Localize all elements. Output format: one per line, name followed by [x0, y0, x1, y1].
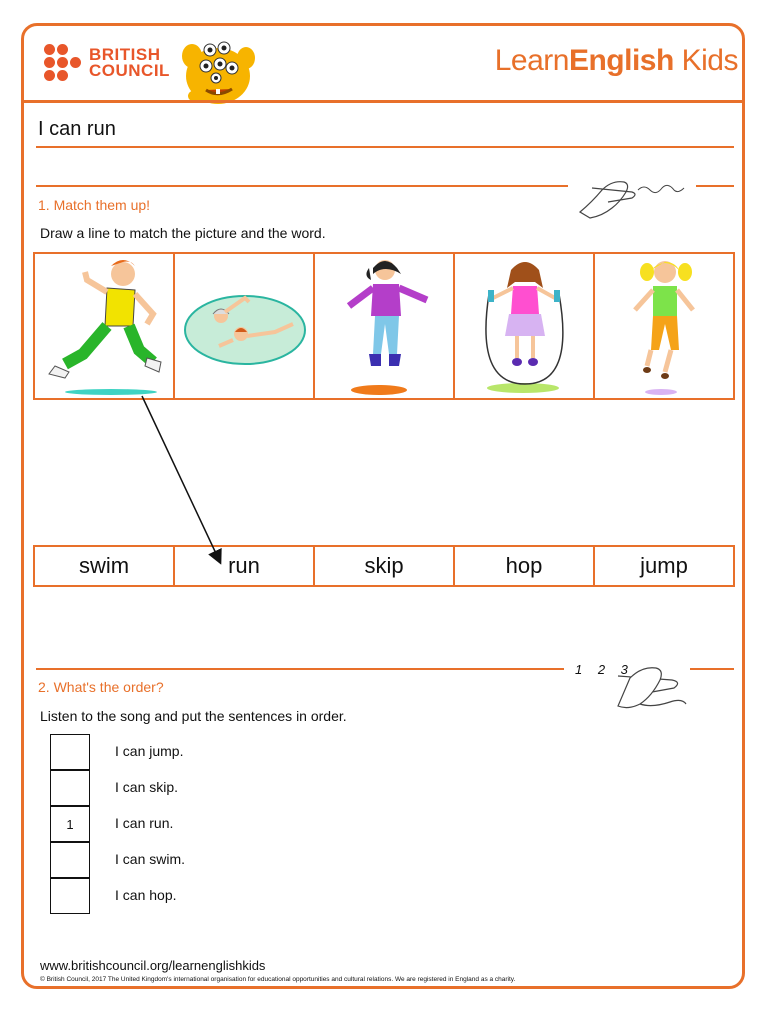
word-cell-swim[interactable]: swim	[35, 547, 175, 585]
logo-dots-icon	[44, 44, 81, 81]
footer-copyright: © British Council, 2017 The United Kingdom's international organisation for educational opportunities and cultural relations. We are registered in England as a charity.	[40, 976, 516, 983]
word-cell-skip[interactable]: skip	[315, 547, 455, 585]
section2-rule-right	[690, 668, 734, 670]
section1-rule-right	[696, 185, 734, 187]
order-sentence: I can skip.	[115, 779, 179, 795]
order-sentence: I can run.	[115, 815, 174, 831]
section1-rule-left	[36, 185, 568, 187]
site-name-bold: English	[568, 44, 674, 77]
hand-numbers: 1 2 3	[575, 662, 634, 677]
section2-instruction: Listen to the song and put the sentences in order.	[40, 708, 347, 724]
order-box[interactable]	[50, 878, 90, 914]
writing-hand-icon	[572, 172, 692, 222]
page-title: I can run	[38, 118, 116, 140]
brand-line-2: COUNCIL	[89, 60, 170, 80]
section2-rule-left	[36, 668, 564, 670]
order-box[interactable]	[50, 842, 90, 878]
site-name-kids: Kids	[673, 44, 738, 77]
order-sentence: I can jump.	[115, 743, 184, 759]
site-name-light: Learn	[494, 44, 569, 77]
picture-skipping-girl[interactable]	[455, 254, 595, 398]
section1-heading: 1. Match them up!	[38, 197, 151, 213]
picture-swimmers[interactable]	[175, 254, 315, 398]
brand-line-1: BRITISH	[89, 44, 161, 64]
learnenglish-kids-logo	[495, 44, 738, 78]
order-box[interactable]: 1	[50, 806, 90, 842]
monster-mascot-icon	[176, 34, 260, 106]
order-sentence: I can swim.	[115, 851, 186, 867]
word-cell-run[interactable]: run	[175, 547, 315, 585]
word-cell-hop[interactable]: hop	[455, 547, 595, 585]
word-cell-jump[interactable]: jump	[640, 553, 688, 578]
british-council-logo	[44, 44, 170, 81]
picture-row	[33, 252, 735, 400]
word-row	[33, 545, 735, 587]
section1-instruction: Draw a line to match the picture and the word.	[40, 225, 326, 241]
picture-running-boy[interactable]	[35, 254, 175, 398]
picture-hopping-girl[interactable]	[315, 254, 455, 398]
footer-url[interactable]: www.britishcouncil.org/learnenglishkids	[40, 958, 266, 973]
header-divider	[24, 100, 744, 103]
order-sentence: I can hop.	[115, 887, 177, 903]
title-underline	[36, 146, 734, 148]
page-frame	[21, 23, 745, 989]
picture-jumping-girl[interactable]	[595, 254, 733, 398]
counting-hand-icon	[612, 656, 692, 712]
order-box[interactable]	[50, 770, 90, 806]
section2-heading: 2. What's the order?	[38, 679, 164, 695]
order-box[interactable]	[50, 734, 90, 770]
